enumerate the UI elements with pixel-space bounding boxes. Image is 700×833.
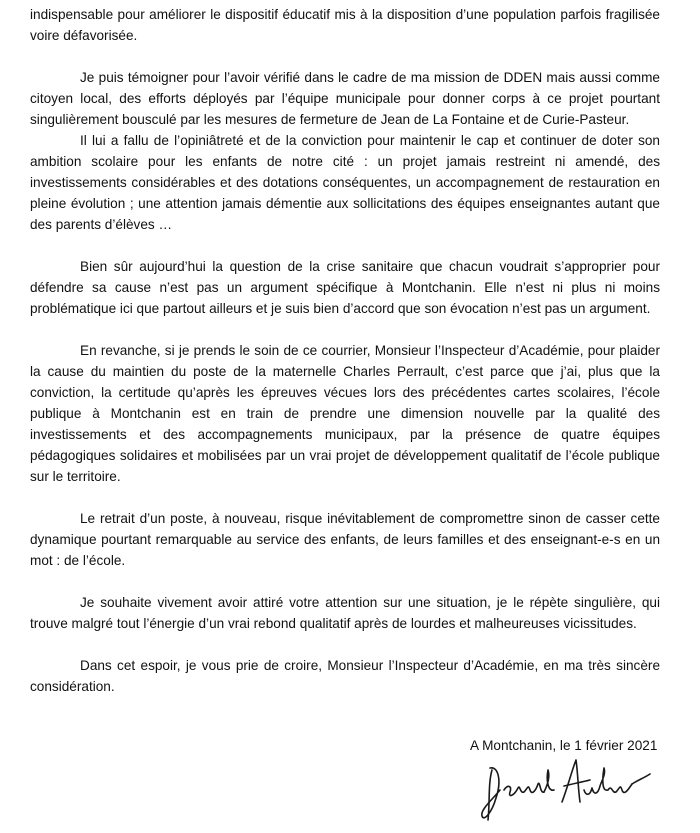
dateline: A Montchanin, le 1 février 2021 bbox=[470, 738, 658, 753]
paragraph-ambition: Il lui a fallu de l’opiniâtreté et de la conviction pour maintenir le cap et continuer de doter son ambition scolaire pour les enfants de notre cité : un projet jamais restreint ni amendé, des investissements considérables et des dotations conséquentes, un accompagnement de restauration en pleine évolution ; une attention jamais démentie aux sollicitations des équipes enseignantes autant que des parents d’élèves … bbox=[30, 133, 660, 232]
paragraph-continuation: indispensable pour améliorer le dispositif éducatif mis à la disposition d’une population parfois fragilisée voire défavorisée. bbox=[30, 7, 660, 43]
paragraph-testimony: Je puis témoigner pour l’avoir vérifié dans le cadre de ma mission de DDEN mais aussi comme citoyen local, des efforts déployés par l’équipe municipale pour donner corps à ce projet pourtant singulièrement bousculé par les mesures de fermeture de Jean de La Fontaine et de Curie-Pasteur. bbox=[30, 70, 660, 127]
paragraph-attention: Je souhaite vivement avoir attiré votre attention sur une situation, je le répète singulière, qui trouve malgré tout l’énergie d’un vrai rebond qualitatif après de lourdes et malheureuses vicissitudes. bbox=[30, 595, 660, 631]
handwritten-signature bbox=[478, 740, 658, 830]
paragraph-closing: Dans cet espoir, je vous prie de croire, Monsieur l’Inspecteur d’Académie, en ma très sincère considération. bbox=[30, 658, 660, 694]
paragraph-withdrawal-risk: Le retrait d’un poste, à nouveau, risque inévitablement de compromettre sinon de casser cette dynamique pourtant remarquable au service des enfants, de leurs familles et des enseignant-e-s en un mot : de l’école. bbox=[30, 511, 660, 568]
letter-body bbox=[30, 4, 660, 697]
paragraph-plea: En revanche, si je prends le soin de ce courrier, Monsieur l’Inspecteur d’Académie, pour plaider la cause du maintien du poste de la maternelle Charles Perrault, c’est parce que j’ai, plus que la conviction, la certitude qu’après les épreuves vécues lors des précédentes cartes scolaires, l’école publique à Montchanin est en train de prendre une dimension nouvelle par la qualité des investissements et des accompagnements municipaux, par la présence de quatre équipes pédagogiques solidaires et mobilisées par un vrai projet de développement qualitatif de l’école publique sur le territoire. bbox=[30, 343, 660, 484]
paragraph-health-crisis: Bien sûr aujourd’hui la question de la crise sanitaire que chacun voudrait s’approprier pour défendre sa cause n’est pas un argument spécifique à Montchanin. Elle n’est ni plus ni moins problématique ici que partout ailleurs et je suis bien d’accord que son évocation n’est pas un argument. bbox=[30, 259, 660, 316]
